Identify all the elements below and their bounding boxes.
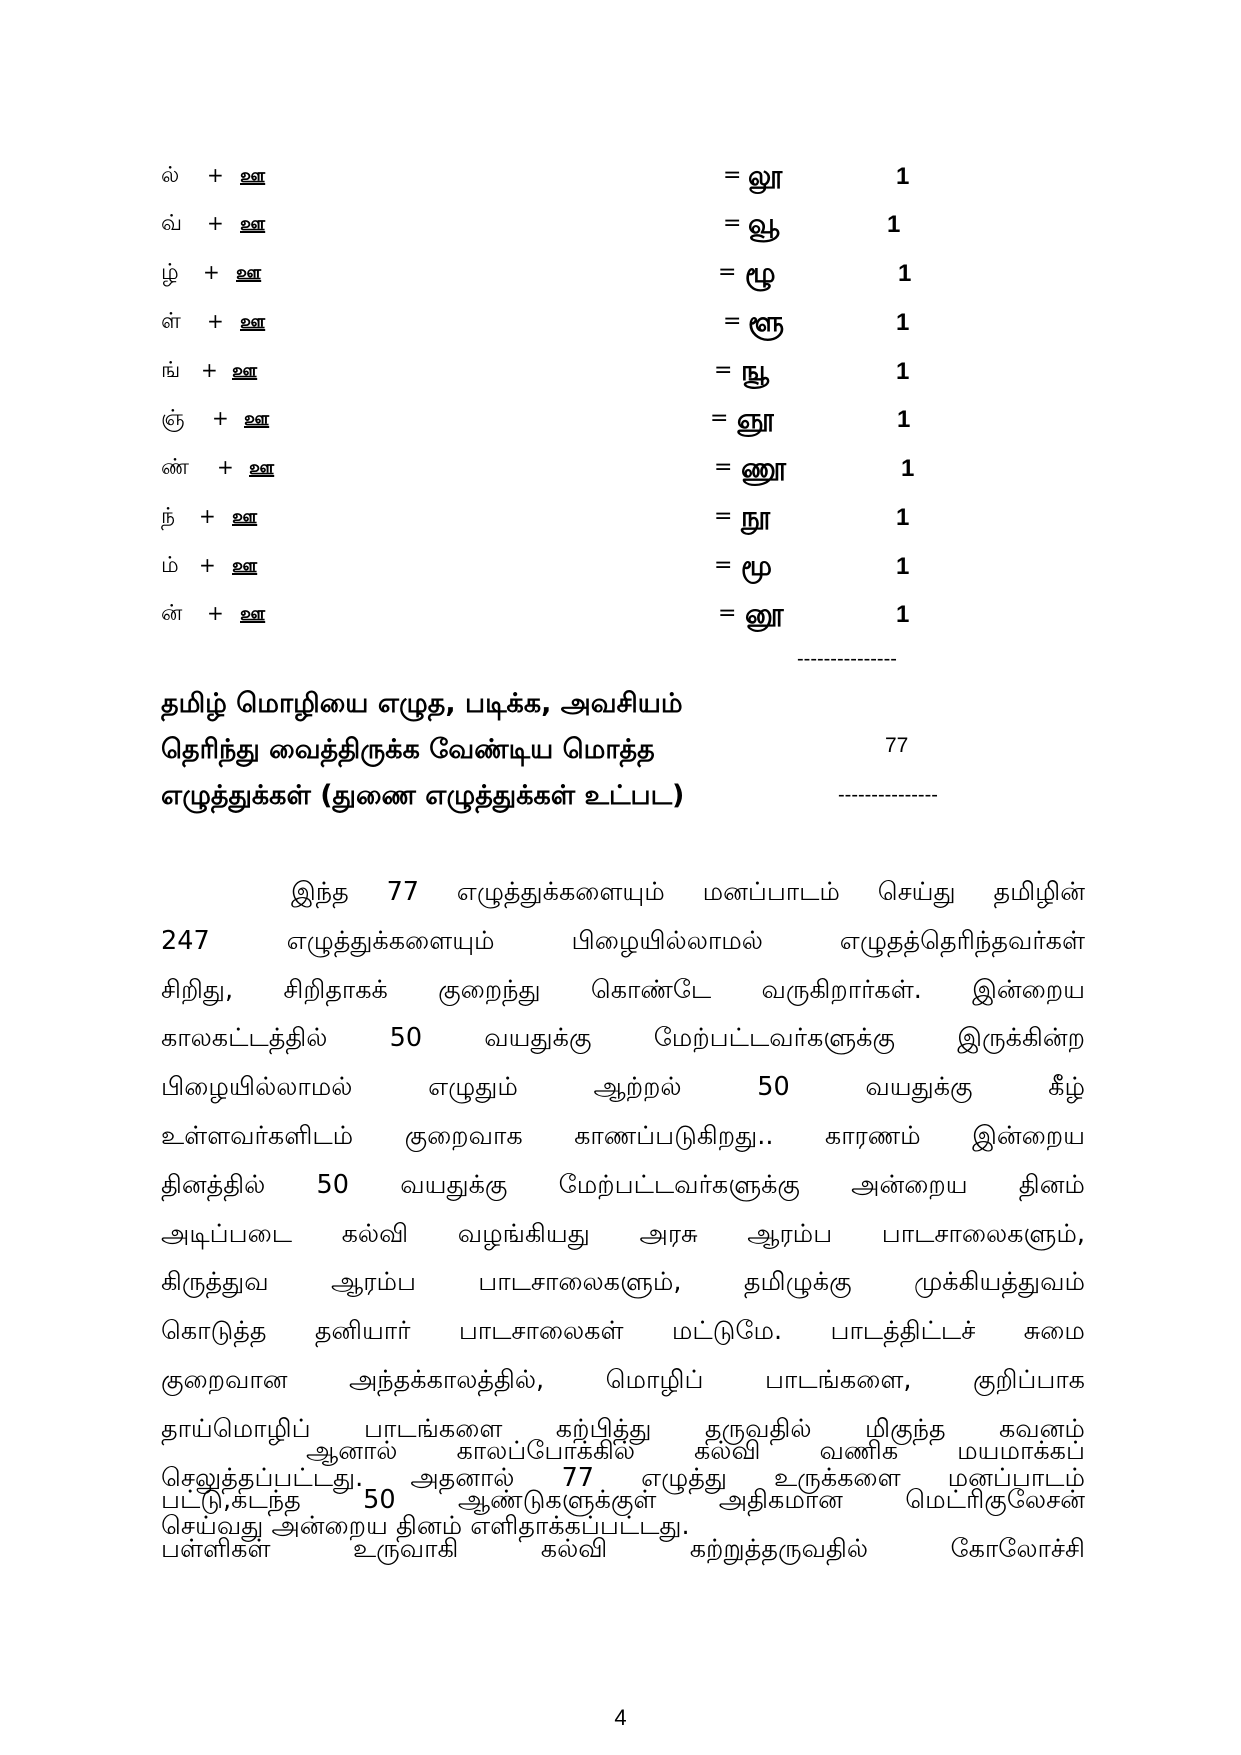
equals-cell: = xyxy=(714,504,733,529)
consonant-cell: வ் xyxy=(161,211,183,236)
combination-row xyxy=(0,207,1241,251)
plus-cell: + xyxy=(199,553,216,577)
paragraph-line: அடிப்படை கல்வி வழங்கியது அரசு ஆரம்ப பாடசாலைகளும், xyxy=(161,1218,1085,1249)
vowel-cell: ஊ xyxy=(240,601,266,625)
paragraph-line: பட்டு,கடந்த 50 ஆண்டுகளுக்குள் அதிகமான மெட்ரிகுலேசன் xyxy=(161,1484,1085,1515)
combination-row xyxy=(0,159,1241,203)
consonant-cell: ண் xyxy=(161,455,189,480)
equals-cell: = xyxy=(714,455,733,480)
vowel-cell: ஊ xyxy=(240,211,266,235)
paragraph-line: செலுத்தப்பட்டது. அதனால் 77 எழுத்து உருக்களை மனப்பாடம் xyxy=(161,1462,1085,1493)
count-cell: 1 xyxy=(896,553,910,580)
summary-line-2: தெரிந்து வைத்திருக்க வேண்டிய மொத்த xyxy=(161,734,655,765)
plus-cell: + xyxy=(207,163,224,187)
paragraph-line: குறைவான அந்தக்காலத்தில், மொழிப் பாடங்களை, குறிப்பாக xyxy=(161,1364,1085,1395)
paragraph-line: கொடுத்த தனியார் பாடசாலைகள் மட்டுமே. பாடத்திட்டச் சுமை xyxy=(161,1316,1085,1347)
paragraph-line: காலகட்டத்தில் 50 வயதுக்கு மேற்பட்டவர்களுக்கு இருக்கின்ற xyxy=(161,1023,1085,1054)
plus-cell: + xyxy=(199,504,216,528)
vowel-cell: ஊ xyxy=(240,309,266,333)
page-number: 4 xyxy=(614,1705,627,1730)
result-cell: லூ xyxy=(748,159,783,192)
plus-cell: + xyxy=(212,406,229,430)
vowel-cell: ஊ xyxy=(232,553,258,577)
summary-line-1: தமிழ் மொழியை எழுத, படிக்க, அவசியம் xyxy=(161,688,683,719)
count-cell: 1 xyxy=(896,358,910,385)
summary-line-3: எழுத்துக்கள் (துணை எழுத்துக்கள் உட்பட) xyxy=(161,780,685,811)
combination-row xyxy=(0,305,1241,349)
paragraph-2 xyxy=(161,1427,1085,1573)
equals-cell: = xyxy=(723,163,742,188)
combination-row xyxy=(0,354,1241,398)
combination-row xyxy=(0,500,1241,544)
vowel-cell: ஊ xyxy=(249,455,275,479)
equals-cell: = xyxy=(714,553,733,578)
result-cell: வூ xyxy=(748,207,780,240)
plus-cell: + xyxy=(207,309,224,333)
combination-row xyxy=(0,256,1241,300)
result-cell: ளூ xyxy=(748,305,785,338)
consonant-cell: ன் xyxy=(161,601,183,626)
plus-cell: + xyxy=(201,358,218,382)
consonant-cell: ள் xyxy=(161,309,181,334)
consonant-cell: ங் xyxy=(161,358,181,383)
plus-cell: + xyxy=(217,455,234,479)
result-cell: னூ xyxy=(745,597,784,630)
combination-row xyxy=(0,549,1241,593)
count-cell: 1 xyxy=(887,211,901,238)
equals-cell: = xyxy=(710,406,729,431)
plus-cell: + xyxy=(203,260,220,284)
plus-cell: + xyxy=(207,601,224,625)
combination-row xyxy=(0,597,1241,641)
equals-cell: = xyxy=(718,260,737,285)
paragraph-line: தினத்தில் 50 வயதுக்கு மேற்பட்டவர்களுக்கு அன்றைய தினம் xyxy=(161,1169,1085,1200)
vowel-cell: ஊ xyxy=(244,406,270,430)
count-cell: 1 xyxy=(898,260,912,287)
paragraph-line: செய்வது அன்றைய தினம் எளிதாக்கப்பட்டது. xyxy=(161,1511,690,1542)
consonant-cell: ஞ் xyxy=(161,406,185,431)
vowel-cell: ஊ xyxy=(240,163,266,187)
vowel-cell: ஊ xyxy=(236,260,262,284)
consonant-cell: ல் xyxy=(161,163,180,188)
paragraph-line: பள்ளிகள் உருவாகி கல்வி கற்றுத்தருவதில் கோலோச்சி xyxy=(161,1533,1085,1564)
result-cell: நூ xyxy=(741,500,771,533)
paragraph-line: கிருத்துவ ஆரம்ப பாடசாலைகளும், தமிழுக்கு முக்கியத்துவம் xyxy=(161,1267,1085,1298)
consonant-cell: ந் xyxy=(161,504,176,529)
result-cell: ழூ xyxy=(745,256,776,289)
paragraph-line: இந்த 77 எழுத்துக்களையும் மனப்பாடம் செய்து தமிழின் xyxy=(291,877,1085,907)
count-cell: 1 xyxy=(896,601,910,628)
separator-bottom: --------------- xyxy=(838,784,938,806)
equals-cell: = xyxy=(714,358,733,383)
result-cell: ணூ xyxy=(741,451,787,484)
paragraph-line: தாய்மொழிப் பாடங்களை கற்பித்து தருவதில் மிகுந்த கவனம் xyxy=(161,1413,1085,1444)
consonant-cell: ம் xyxy=(161,553,179,578)
result-cell: ஞூ xyxy=(737,402,774,435)
total-letters-count: 77 xyxy=(885,734,909,757)
vowel-cell: ஊ xyxy=(232,358,258,382)
count-cell: 1 xyxy=(901,455,915,482)
result-cell: ஙூ xyxy=(741,354,770,387)
plus-cell: + xyxy=(207,211,224,235)
consonant-cell: ழ் xyxy=(161,260,179,285)
paragraph-line: பிழையில்லாமல் எழுதும் ஆற்றல் 50 வயதுக்கு கீழ் xyxy=(161,1072,1085,1103)
paragraph-line: 247 எழுத்துக்களையும் பிழையில்லாமல் எழுதத்தெரிந்தவர்கள் xyxy=(161,925,1085,956)
result-cell: மூ xyxy=(741,549,773,582)
paragraph-line: சிறிது, சிறிதாகக் குறைந்து கொண்டே வருகிறார்கள். இன்றைய xyxy=(161,974,1085,1005)
count-cell: 1 xyxy=(897,406,911,433)
paragraph-line: ஆனால் காலப்போக்கில் கல்வி வணிக மயமாக்கப் xyxy=(306,1436,1085,1466)
paragraph-line: உள்ளவர்களிடம் குறைவாக காணப்படுகிறது.. காரணம் இன்றைய xyxy=(161,1120,1085,1151)
combination-row xyxy=(0,402,1241,446)
count-cell: 1 xyxy=(896,163,910,190)
combination-row xyxy=(0,451,1241,495)
equals-cell: = xyxy=(723,211,742,236)
equals-cell: = xyxy=(718,601,737,626)
count-cell: 1 xyxy=(896,309,910,336)
equals-cell: = xyxy=(723,309,742,334)
count-cell: 1 xyxy=(896,504,910,531)
vowel-cell: ஊ xyxy=(232,504,258,528)
separator-top: --------------- xyxy=(797,648,897,670)
